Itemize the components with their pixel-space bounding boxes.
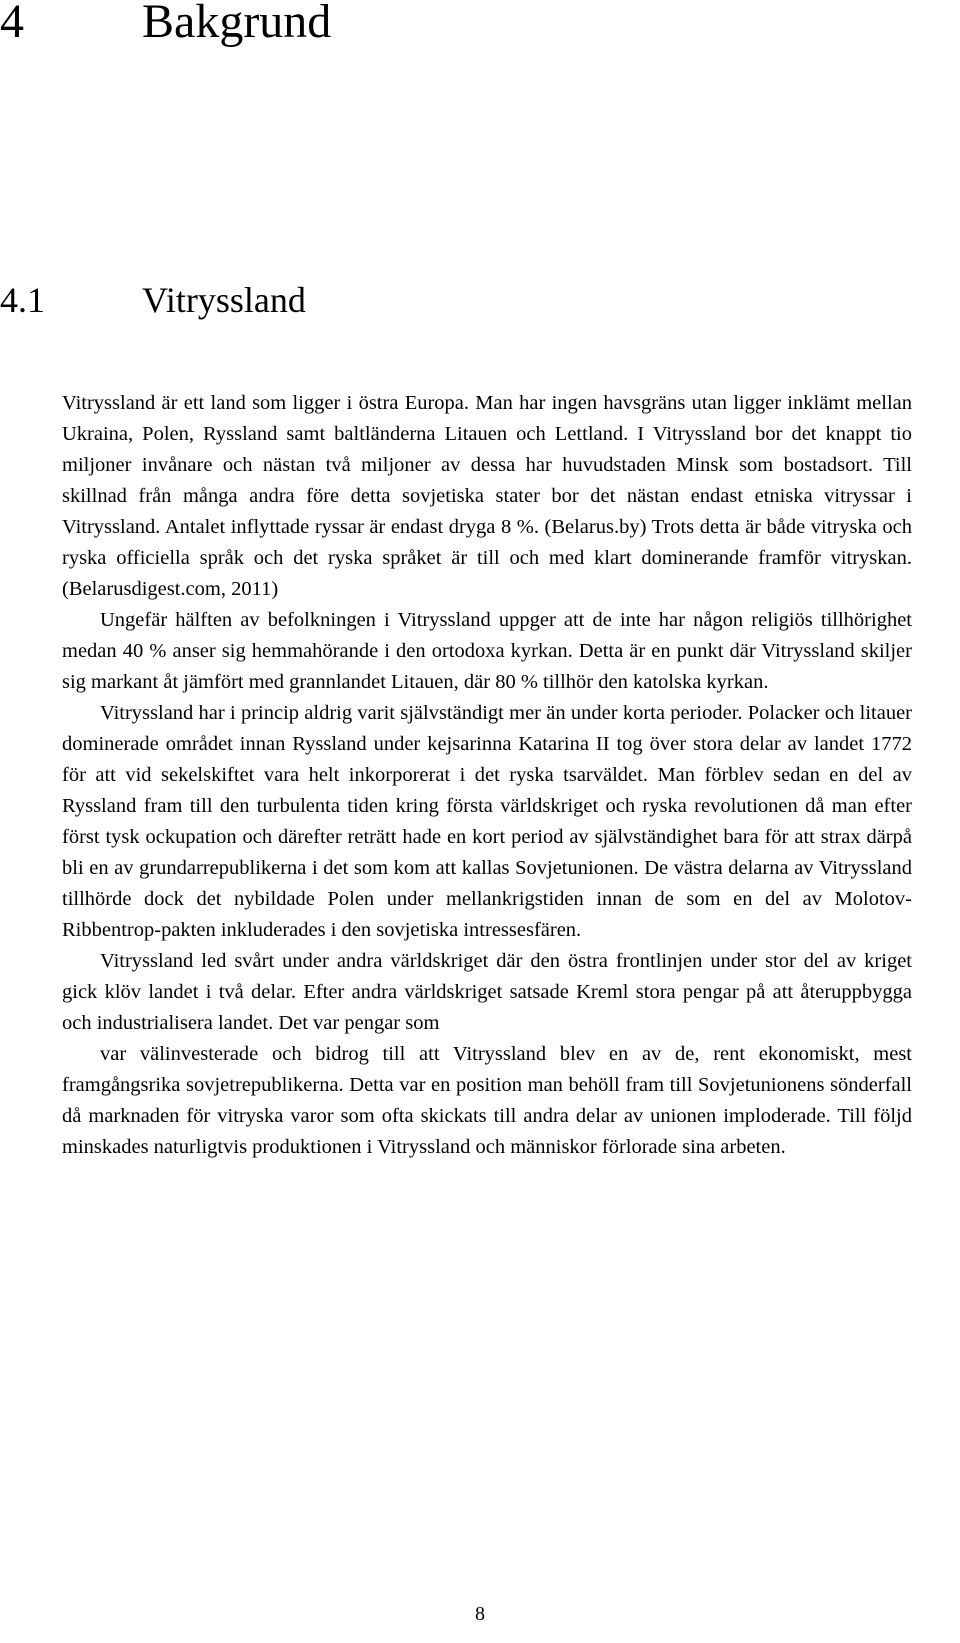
paragraph-population: Vitryssland är ett land som ligger i östra Europa. Man har ingen havsgräns utan ligger inklämt mellan Ukraina, Polen, Ryssland samt baltländerna Litauen och Lettland. I Vitryssland bor det knappt tio miljoner invånare och nästan två miljoner av dessa har huvudstaden Minsk som bostadsort. Till skillnad från många andra före detta sovjetiska stater bor det nästan endast etniska vitryssar i Vitryssland. Antalet inflyttade ryssar är endast dryga 8 %. (Belarus.by) Trots detta är både vitryska och ryska officiella språk och det ryska språket är till och med klart dominerande framför vitryskan. (Belarusdigest.com, 2011) <box>62 392 912 600</box>
paragraph-world-war: Vitryssland led svårt under andra världskriget där den östra frontlinjen under stor del av kriget gick klöv landet i två delar. Efter andra världskriget satsade Kreml stora pengar på att återuppbygga och industrialisera landet. Det var pengar som <box>62 950 912 1034</box>
page-number: 8 <box>475 1603 485 1625</box>
paragraph-religion: Ungefär hälften av befolkningen i Vitryssland uppger att de inte har någon religiös tillhörighet medan 40 % anser sig hemmahörande i den ortodoxa kyrkan. Detta är en punkt där Vitryssland skiljer sig markant åt jämfört med grannlandet Litauen, där 80 % tillhör den katolska kyrkan. <box>62 609 912 693</box>
paragraph-soviet-economy: var välinvesterade och bidrog till att Vitryssland blev en av de, rent ekonomiskt, mest framgångsrika sovjetrepublikerna. Detta var en position man behöll fram till Sovjetunionens sönderfall då marknaden för vitryska varor som ofta skickats till andra delar av unionen imploderade. Till följd minskades naturligtvis produktionen i Vitryssland och människor förlorade sina arbeten. <box>62 1043 912 1158</box>
chapter-number: 4 <box>0 0 24 48</box>
chapter-heading <box>0 0 331 50</box>
section-heading <box>0 278 306 322</box>
body-text <box>62 388 912 1163</box>
paragraph-history: Vitryssland har i princip aldrig varit självständigt mer än under korta perioder. Polacker och litauer dominerade området innan Ryssland under kejsarinna Katarina II tog över stora delar av landet 1772 för att vid sekelskiftet vara helt inkorporerat i det ryska tsarväldet. Man förblev sedan en del av Ryssland fram till den turbulenta tiden kring första världskriget och ryska revolutionen då man efter först tysk ockupation och därefter reträtt hade en kort period av självständighet bara för att strax därpå bli en av grundarrepublikerna i det som kom att kallas Sovjetunionen. De västra delarna av Vitryssland tillhörde dock det nybildade Polen under mellankrigstiden innan de som en del av Molotov-Ribbentrop-pakten inkluderades i den sovjetiska intressesfären. <box>62 702 912 941</box>
chapter-title: Bakgrund <box>142 0 332 48</box>
section-title: Vitryssland <box>142 280 306 320</box>
section-number: 4.1 <box>0 280 45 320</box>
